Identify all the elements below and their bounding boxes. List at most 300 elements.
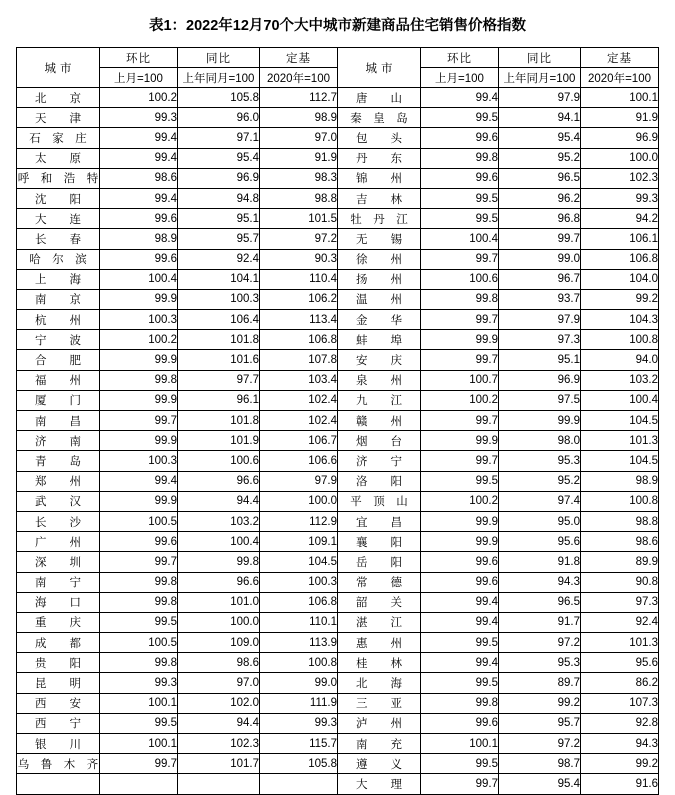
yoy-value: 95.1 bbox=[178, 209, 260, 229]
base-value: 98.6 bbox=[581, 532, 659, 552]
yoy-value: 97.4 bbox=[499, 491, 581, 511]
base-value: 90.8 bbox=[581, 572, 659, 592]
city-name: 哈 尔 滨 bbox=[17, 249, 100, 269]
mom-value: 100.5 bbox=[100, 633, 178, 653]
city-name: 呼 和 浩 特 bbox=[17, 168, 100, 188]
price-index-table bbox=[16, 47, 659, 795]
table-row bbox=[17, 693, 659, 713]
base-value: 106.8 bbox=[260, 592, 338, 612]
base-value: 104.0 bbox=[581, 269, 659, 289]
page-title: 表1：2022年12月70个大中城市新建商品住宅销售价格指数 bbox=[148, 18, 527, 34]
city-name: 泸 州 bbox=[338, 713, 421, 733]
table-row bbox=[17, 451, 659, 471]
city-name: 福 州 bbox=[17, 370, 100, 390]
yoy-value: 95.7 bbox=[499, 713, 581, 733]
mom-value: 100.7 bbox=[421, 370, 499, 390]
table-row bbox=[17, 310, 659, 330]
city-name: 三 亚 bbox=[338, 693, 421, 713]
mom-value: 99.4 bbox=[100, 148, 178, 168]
yoy-value: 96.5 bbox=[499, 168, 581, 188]
base-value: 97.2 bbox=[260, 229, 338, 249]
mom-value: 99.8 bbox=[421, 148, 499, 168]
city-name: 石 家 庄 bbox=[17, 128, 100, 148]
mom-value: 99.7 bbox=[100, 552, 178, 572]
mom-value: 99.4 bbox=[100, 471, 178, 491]
mom-value: 99.6 bbox=[421, 128, 499, 148]
mom-value: 99.7 bbox=[100, 754, 178, 774]
base-value: 106.8 bbox=[581, 249, 659, 269]
city-name: 蚌 埠 bbox=[338, 330, 421, 350]
yoy-value: 95.6 bbox=[499, 532, 581, 552]
yoy-value: 99.0 bbox=[499, 249, 581, 269]
yoy-value: 96.8 bbox=[499, 209, 581, 229]
table-header bbox=[17, 48, 659, 88]
city-name: 无 锡 bbox=[338, 229, 421, 249]
header-sub-yoy-right: 上年同月=100 bbox=[499, 68, 581, 88]
header-group-mom-right: 环比 bbox=[421, 48, 499, 68]
city-name: 北 海 bbox=[338, 673, 421, 693]
yoy-value: 101.8 bbox=[178, 411, 260, 431]
yoy-value: 98.6 bbox=[178, 653, 260, 673]
city-name: 岳 阳 bbox=[338, 552, 421, 572]
base-value: 106.6 bbox=[260, 451, 338, 471]
mom-value: 99.6 bbox=[421, 572, 499, 592]
base-value: 98.9 bbox=[260, 108, 338, 128]
mom-value: 99.5 bbox=[421, 209, 499, 229]
yoy-value: 95.1 bbox=[499, 350, 581, 370]
yoy-value: 94.1 bbox=[499, 108, 581, 128]
yoy-value: 105.8 bbox=[178, 88, 260, 108]
city-name: 太 原 bbox=[17, 148, 100, 168]
yoy-value: 97.3 bbox=[499, 330, 581, 350]
yoy-value: 100.4 bbox=[178, 532, 260, 552]
table-row bbox=[17, 592, 659, 612]
table-row bbox=[17, 168, 659, 188]
mom-value: 99.9 bbox=[100, 491, 178, 511]
mom-value: 100.2 bbox=[421, 390, 499, 410]
yoy-value: 100.6 bbox=[178, 451, 260, 471]
mom-value: 99.9 bbox=[421, 330, 499, 350]
yoy-value: 97.7 bbox=[178, 370, 260, 390]
yoy-value: 97.2 bbox=[499, 633, 581, 653]
header-sub-base-left: 2020年=100 bbox=[260, 68, 338, 88]
table-row bbox=[17, 128, 659, 148]
empty-cell bbox=[17, 774, 100, 794]
yoy-value: 95.2 bbox=[499, 148, 581, 168]
mom-value: 100.2 bbox=[100, 88, 178, 108]
mom-value: 99.6 bbox=[100, 209, 178, 229]
city-name: 金 华 bbox=[338, 310, 421, 330]
base-value: 97.3 bbox=[581, 592, 659, 612]
yoy-value: 99.7 bbox=[499, 229, 581, 249]
base-value: 92.4 bbox=[581, 612, 659, 632]
base-value: 86.2 bbox=[581, 673, 659, 693]
mom-value: 99.5 bbox=[100, 713, 178, 733]
table-row bbox=[17, 350, 659, 370]
base-value: 104.5 bbox=[581, 451, 659, 471]
yoy-value: 100.0 bbox=[178, 612, 260, 632]
yoy-value: 95.3 bbox=[499, 451, 581, 471]
table-row bbox=[17, 633, 659, 653]
city-name: 烟 台 bbox=[338, 431, 421, 451]
city-name: 牡 丹 江 bbox=[338, 209, 421, 229]
mom-value: 99.6 bbox=[421, 168, 499, 188]
base-value: 104.5 bbox=[581, 411, 659, 431]
table-row bbox=[17, 552, 659, 572]
table-row bbox=[17, 734, 659, 754]
table-row bbox=[17, 108, 659, 128]
base-value: 100.8 bbox=[260, 653, 338, 673]
header-group-yoy-right: 同比 bbox=[499, 48, 581, 68]
city-name: 长 春 bbox=[17, 229, 100, 249]
base-value: 106.7 bbox=[260, 431, 338, 451]
table-row bbox=[17, 330, 659, 350]
city-name: 包 头 bbox=[338, 128, 421, 148]
city-name: 杭 州 bbox=[17, 310, 100, 330]
mom-value: 100.4 bbox=[421, 229, 499, 249]
mom-value: 99.3 bbox=[100, 673, 178, 693]
base-value: 100.4 bbox=[581, 390, 659, 410]
base-value: 99.3 bbox=[581, 188, 659, 208]
table-row bbox=[17, 88, 659, 108]
base-value: 110.1 bbox=[260, 612, 338, 632]
city-name: 温 州 bbox=[338, 289, 421, 309]
mom-value: 100.1 bbox=[100, 734, 178, 754]
city-name: 徐 州 bbox=[338, 249, 421, 269]
yoy-value: 101.8 bbox=[178, 330, 260, 350]
yoy-value: 91.8 bbox=[499, 552, 581, 572]
base-value: 95.6 bbox=[581, 653, 659, 673]
yoy-value: 101.6 bbox=[178, 350, 260, 370]
mom-value: 99.5 bbox=[100, 612, 178, 632]
header-group-mom-left: 环比 bbox=[100, 48, 178, 68]
yoy-value: 89.7 bbox=[499, 673, 581, 693]
mom-value: 99.9 bbox=[100, 390, 178, 410]
empty-cell bbox=[260, 774, 338, 794]
mom-value: 99.7 bbox=[421, 411, 499, 431]
table-row bbox=[17, 249, 659, 269]
mom-value: 99.8 bbox=[100, 572, 178, 592]
base-value: 109.1 bbox=[260, 532, 338, 552]
yoy-value: 92.4 bbox=[178, 249, 260, 269]
base-value: 113.9 bbox=[260, 633, 338, 653]
base-value: 102.3 bbox=[581, 168, 659, 188]
yoy-value: 95.0 bbox=[499, 511, 581, 531]
city-name: 常 德 bbox=[338, 572, 421, 592]
table-row bbox=[17, 269, 659, 289]
yoy-value: 97.9 bbox=[499, 310, 581, 330]
city-name: 泉 州 bbox=[338, 370, 421, 390]
base-value: 99.2 bbox=[581, 754, 659, 774]
yoy-value: 95.7 bbox=[178, 229, 260, 249]
yoy-value: 102.3 bbox=[178, 734, 260, 754]
city-name: 桂 林 bbox=[338, 653, 421, 673]
city-name: 郑 州 bbox=[17, 471, 100, 491]
yoy-value: 94.4 bbox=[178, 491, 260, 511]
city-name: 安 庆 bbox=[338, 350, 421, 370]
base-value: 98.8 bbox=[581, 511, 659, 531]
yoy-value: 95.4 bbox=[178, 148, 260, 168]
base-value: 101.3 bbox=[581, 431, 659, 451]
city-name: 深 圳 bbox=[17, 552, 100, 572]
table-row bbox=[17, 532, 659, 552]
mom-value: 100.1 bbox=[100, 693, 178, 713]
table-row bbox=[17, 431, 659, 451]
yoy-value: 103.2 bbox=[178, 511, 260, 531]
mom-value: 100.4 bbox=[100, 269, 178, 289]
yoy-value: 97.5 bbox=[499, 390, 581, 410]
yoy-value: 97.1 bbox=[178, 128, 260, 148]
base-value: 97.0 bbox=[260, 128, 338, 148]
mom-value: 99.4 bbox=[421, 88, 499, 108]
base-value: 99.2 bbox=[581, 289, 659, 309]
table-row bbox=[17, 370, 659, 390]
city-name: 昆 明 bbox=[17, 673, 100, 693]
city-name: 唐 山 bbox=[338, 88, 421, 108]
city-name: 海 口 bbox=[17, 592, 100, 612]
base-value: 106.1 bbox=[581, 229, 659, 249]
yoy-value: 98.0 bbox=[499, 431, 581, 451]
city-name: 南 充 bbox=[338, 734, 421, 754]
city-name: 南 京 bbox=[17, 289, 100, 309]
header-sub-mom-left: 上月=100 bbox=[100, 68, 178, 88]
yoy-value: 97.9 bbox=[499, 88, 581, 108]
mom-value: 100.5 bbox=[100, 511, 178, 531]
mom-value: 99.4 bbox=[421, 653, 499, 673]
mom-value: 99.9 bbox=[421, 532, 499, 552]
city-name: 合 肥 bbox=[17, 350, 100, 370]
base-value: 107.8 bbox=[260, 350, 338, 370]
city-name: 乌 鲁 木 齐 bbox=[17, 754, 100, 774]
yoy-value: 97.0 bbox=[178, 673, 260, 693]
base-value: 107.3 bbox=[581, 693, 659, 713]
table-row bbox=[17, 229, 659, 249]
header-city-left: 城市 bbox=[17, 48, 100, 88]
yoy-value: 96.6 bbox=[178, 572, 260, 592]
city-name: 平 顶 山 bbox=[338, 491, 421, 511]
mom-value: 100.3 bbox=[100, 451, 178, 471]
mom-value: 99.7 bbox=[421, 249, 499, 269]
base-value: 106.2 bbox=[260, 289, 338, 309]
yoy-value: 96.0 bbox=[178, 108, 260, 128]
yoy-value: 100.3 bbox=[178, 289, 260, 309]
table-row bbox=[17, 511, 659, 531]
city-name: 上 海 bbox=[17, 269, 100, 289]
table-row bbox=[17, 411, 659, 431]
mom-value: 98.6 bbox=[100, 168, 178, 188]
table-row bbox=[17, 148, 659, 168]
city-name: 襄 阳 bbox=[338, 532, 421, 552]
mom-value: 99.6 bbox=[100, 532, 178, 552]
base-value: 112.7 bbox=[260, 88, 338, 108]
mom-value: 99.9 bbox=[100, 350, 178, 370]
city-name: 重 庆 bbox=[17, 612, 100, 632]
header-group-base-left: 定基 bbox=[260, 48, 338, 68]
yoy-value: 99.2 bbox=[499, 693, 581, 713]
city-name: 湛 江 bbox=[338, 612, 421, 632]
base-value: 100.1 bbox=[581, 88, 659, 108]
table-row bbox=[17, 188, 659, 208]
yoy-value: 96.5 bbox=[499, 592, 581, 612]
yoy-value: 96.1 bbox=[178, 390, 260, 410]
mom-value: 99.7 bbox=[421, 350, 499, 370]
yoy-value: 95.2 bbox=[499, 471, 581, 491]
base-value: 102.4 bbox=[260, 411, 338, 431]
table-row bbox=[17, 209, 659, 229]
base-value: 91.9 bbox=[260, 148, 338, 168]
base-value: 98.8 bbox=[260, 188, 338, 208]
base-value: 94.3 bbox=[581, 734, 659, 754]
city-name: 锦 州 bbox=[338, 168, 421, 188]
city-name: 秦 皇 岛 bbox=[338, 108, 421, 128]
table-row bbox=[17, 612, 659, 632]
city-name: 银 川 bbox=[17, 734, 100, 754]
table-row bbox=[17, 673, 659, 693]
mom-value: 99.5 bbox=[421, 471, 499, 491]
city-name: 南 昌 bbox=[17, 411, 100, 431]
city-name: 洛 阳 bbox=[338, 471, 421, 491]
yoy-value: 101.7 bbox=[178, 754, 260, 774]
base-value: 94.2 bbox=[581, 209, 659, 229]
city-name: 西 宁 bbox=[17, 713, 100, 733]
city-name: 大 连 bbox=[17, 209, 100, 229]
mom-value: 99.3 bbox=[100, 108, 178, 128]
mom-value: 100.2 bbox=[100, 330, 178, 350]
mom-value: 99.8 bbox=[100, 370, 178, 390]
base-value: 104.5 bbox=[260, 552, 338, 572]
empty-cell bbox=[178, 774, 260, 794]
city-name: 成 都 bbox=[17, 633, 100, 653]
mom-value: 99.9 bbox=[421, 431, 499, 451]
mom-value: 99.5 bbox=[421, 188, 499, 208]
base-value: 104.3 bbox=[581, 310, 659, 330]
base-value: 113.4 bbox=[260, 310, 338, 330]
yoy-value: 95.3 bbox=[499, 653, 581, 673]
base-value: 100.0 bbox=[260, 491, 338, 511]
base-value: 102.4 bbox=[260, 390, 338, 410]
city-name: 长 沙 bbox=[17, 511, 100, 531]
base-value: 103.4 bbox=[260, 370, 338, 390]
mom-value: 99.9 bbox=[421, 511, 499, 531]
city-name: 广 州 bbox=[17, 532, 100, 552]
header-group-base-right: 定基 bbox=[581, 48, 659, 68]
base-value: 100.3 bbox=[260, 572, 338, 592]
mom-value: 99.6 bbox=[100, 249, 178, 269]
yoy-value: 96.6 bbox=[178, 471, 260, 491]
mom-value: 99.4 bbox=[421, 612, 499, 632]
mom-value: 100.2 bbox=[421, 491, 499, 511]
city-name: 赣 州 bbox=[338, 411, 421, 431]
table-body bbox=[17, 88, 659, 795]
yoy-value: 96.2 bbox=[499, 188, 581, 208]
city-name: 遵 义 bbox=[338, 754, 421, 774]
yoy-value: 101.9 bbox=[178, 431, 260, 451]
city-name: 沈 阳 bbox=[17, 188, 100, 208]
base-value: 98.3 bbox=[260, 168, 338, 188]
mom-value: 99.4 bbox=[100, 128, 178, 148]
base-value: 105.8 bbox=[260, 754, 338, 774]
header-sub-yoy-left: 上年同月=100 bbox=[178, 68, 260, 88]
city-name: 南 宁 bbox=[17, 572, 100, 592]
city-name: 贵 阳 bbox=[17, 653, 100, 673]
yoy-value: 101.0 bbox=[178, 592, 260, 612]
city-name: 宜 昌 bbox=[338, 511, 421, 531]
header-sub-mom-right: 上月=100 bbox=[421, 68, 499, 88]
table-row bbox=[17, 289, 659, 309]
base-value: 112.9 bbox=[260, 511, 338, 531]
city-name: 西 安 bbox=[17, 693, 100, 713]
base-value: 101.5 bbox=[260, 209, 338, 229]
city-name: 天 津 bbox=[17, 108, 100, 128]
table-row bbox=[17, 491, 659, 511]
base-value: 91.9 bbox=[581, 108, 659, 128]
mom-value: 99.8 bbox=[100, 653, 178, 673]
table-row bbox=[17, 471, 659, 491]
yoy-value: 97.2 bbox=[499, 734, 581, 754]
base-value: 100.8 bbox=[581, 491, 659, 511]
yoy-value: 104.1 bbox=[178, 269, 260, 289]
mom-value: 99.6 bbox=[421, 713, 499, 733]
mom-value: 99.5 bbox=[421, 633, 499, 653]
header-city-right: 城市 bbox=[338, 48, 421, 88]
city-name: 吉 林 bbox=[338, 188, 421, 208]
city-name: 韶 关 bbox=[338, 592, 421, 612]
base-value: 103.2 bbox=[581, 370, 659, 390]
base-value: 106.8 bbox=[260, 330, 338, 350]
yoy-value: 96.9 bbox=[499, 370, 581, 390]
city-name: 九 江 bbox=[338, 390, 421, 410]
base-value: 100.0 bbox=[581, 148, 659, 168]
mom-value: 99.5 bbox=[421, 754, 499, 774]
mom-value: 99.5 bbox=[421, 108, 499, 128]
base-value: 98.9 bbox=[581, 471, 659, 491]
header-sub-base-right: 2020年=100 bbox=[581, 68, 659, 88]
yoy-value: 96.9 bbox=[178, 168, 260, 188]
mom-value: 100.1 bbox=[421, 734, 499, 754]
yoy-value: 96.7 bbox=[499, 269, 581, 289]
yoy-value: 109.0 bbox=[178, 633, 260, 653]
mom-value: 99.8 bbox=[100, 592, 178, 612]
mom-value: 99.7 bbox=[421, 774, 499, 794]
table-row bbox=[17, 390, 659, 410]
base-value: 94.0 bbox=[581, 350, 659, 370]
base-value: 89.9 bbox=[581, 552, 659, 572]
base-value: 96.9 bbox=[581, 128, 659, 148]
mom-value: 99.7 bbox=[421, 310, 499, 330]
base-value: 90.3 bbox=[260, 249, 338, 269]
yoy-value: 106.4 bbox=[178, 310, 260, 330]
mom-value: 100.3 bbox=[100, 310, 178, 330]
base-value: 115.7 bbox=[260, 734, 338, 754]
table-row bbox=[17, 713, 659, 733]
yoy-value: 94.4 bbox=[178, 713, 260, 733]
mom-value: 99.4 bbox=[100, 188, 178, 208]
yoy-value: 94.8 bbox=[178, 188, 260, 208]
city-name: 青 岛 bbox=[17, 451, 100, 471]
table-row bbox=[17, 774, 659, 794]
city-name: 济 南 bbox=[17, 431, 100, 451]
header-group-yoy-left: 同比 bbox=[178, 48, 260, 68]
mom-value: 99.9 bbox=[100, 431, 178, 451]
mom-value: 99.8 bbox=[421, 289, 499, 309]
yoy-value: 95.4 bbox=[499, 128, 581, 148]
table-row bbox=[17, 653, 659, 673]
city-name: 武 汉 bbox=[17, 491, 100, 511]
mom-value: 99.8 bbox=[421, 693, 499, 713]
base-value: 111.9 bbox=[260, 693, 338, 713]
yoy-value: 94.3 bbox=[499, 572, 581, 592]
mom-value: 99.9 bbox=[100, 289, 178, 309]
